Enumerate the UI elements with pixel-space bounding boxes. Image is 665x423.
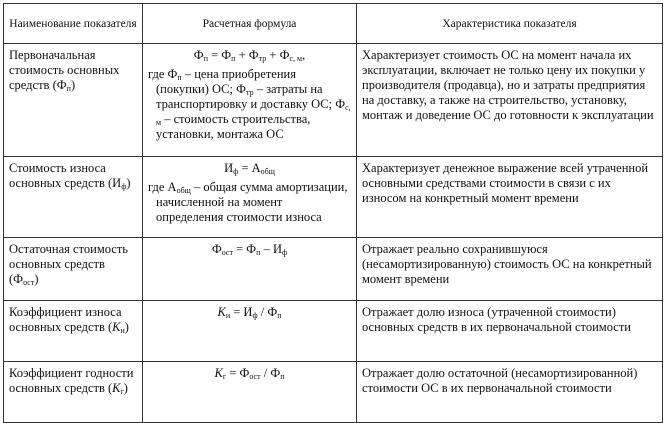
formula-term: Ф	[193, 48, 204, 62]
formula-term: Ф	[267, 305, 278, 319]
formula-sub: ост	[249, 372, 261, 381]
formula-cell	[143, 362, 357, 423]
explanation-sub: с, м	[156, 103, 351, 127]
formula-cell	[143, 44, 357, 157]
formula-sub: ф	[252, 311, 258, 320]
formula-cell	[143, 157, 357, 238]
header-name: Наименование показателя	[4, 4, 143, 44]
formula-op: =	[207, 48, 222, 62]
formula	[148, 161, 351, 176]
formula-term: И	[272, 242, 282, 256]
formula-sub: ф	[233, 167, 239, 176]
formula-term: K	[214, 366, 223, 380]
explanation-sub: тр	[245, 88, 254, 97]
characteristic-cell: Отражает долю износа (утраченной стоимости) основных средств в их первоначальной стоимости	[357, 301, 663, 362]
formula-op: ,	[302, 48, 306, 62]
indicator-name-cell: Первоначальная стоимость основных средств $(Ф_п)$	[4, 44, 143, 157]
indicator-symbol: K	[112, 381, 121, 395]
indicator-symbol: K	[112, 320, 121, 334]
formula-term: И	[224, 161, 234, 175]
formula-sub: ф	[281, 248, 288, 257]
formula-explanation	[148, 180, 351, 225]
formula-sub: п	[203, 54, 208, 63]
formula-term: Ф	[221, 48, 232, 62]
table-row	[4, 301, 663, 362]
formula-term: Ф	[211, 242, 222, 256]
formula	[148, 48, 351, 63]
indicators-table	[3, 3, 663, 423]
formula-sub: общ	[260, 167, 275, 176]
header-characteristic: Характеристика показателя	[357, 4, 663, 44]
formula-term: Ф	[239, 366, 250, 380]
indicator-symbol-sub: ост	[23, 278, 35, 287]
formula-sub: тр	[258, 54, 267, 63]
indicator-symbol: Ф	[13, 272, 24, 286]
formula-sub: с, м	[289, 54, 303, 63]
formula-term: Ф	[279, 48, 290, 62]
explanation-text: – общая сумма амортизации, начисленной на момент определения стоимости износа	[156, 180, 348, 224]
explanation-text: где А	[148, 180, 177, 194]
explanation-text: где Ф	[148, 67, 178, 81]
indicator-name-cell: Коэффициент износа основных средств $(K_и)$	[4, 301, 143, 362]
explanation-sub: п	[177, 73, 182, 82]
formula-sub: ост	[221, 248, 233, 257]
indicator-symbol-sub: ф	[121, 182, 127, 191]
indicator-name-cell: Стоимость износа основных средств $(И_ф)$	[4, 157, 143, 238]
indicator-symbol-sub: и	[120, 326, 125, 335]
indicator-symbol-sub: г	[120, 387, 124, 396]
characteristic-cell: Отражает долю остаточной (несамортизированной) стоимости ОС в их первоначальной стоимости	[357, 362, 663, 423]
formula-op: =	[226, 366, 240, 380]
indicator-name: Остаточная стоимость основных средств	[9, 242, 129, 271]
formula-term: А	[251, 161, 261, 175]
formula-op: /	[260, 366, 271, 380]
explanation-text: – затраты на транспортировку и доставку ОС; Ф	[156, 82, 346, 111]
header-row	[4, 4, 663, 44]
indicator-symbol: И	[112, 176, 122, 190]
formula-op: /	[257, 305, 268, 319]
indicator-name: Коэффициент годности основных средств	[9, 366, 134, 395]
formula-term: K	[217, 305, 226, 319]
table-row	[4, 238, 663, 301]
formula-op: =	[232, 242, 247, 256]
formula-op: +	[266, 48, 280, 62]
characteristic-cell: Характеризует денежное выражение всей утраченной основными средствами стоимости в связи с их износом на конкретный момент времени	[357, 157, 663, 238]
formula-sub: п	[280, 372, 285, 381]
formula-sub: г	[222, 372, 227, 381]
formula-term: Ф	[270, 366, 281, 380]
indicator-name: Стоимость износа основных средств	[9, 161, 106, 190]
indicator-name-cell: Коэффициент годности основных средств $(K_г)$	[4, 362, 143, 423]
formula	[148, 242, 351, 257]
table-row	[4, 362, 663, 423]
indicator-symbol: Ф	[56, 78, 67, 92]
indicator-name: Коэффициент износа основных средств	[9, 305, 122, 334]
characteristic-cell: Характеризует стоимость ОС на момент начала их эксплуатации, включает не только цену их покупки у производителя (продавца), но и затраты предприятия на доставку, а также на строительство, установку, монтаж и доведение ОС до готовности к эксплуатации	[357, 44, 663, 157]
indicator-name: Первоначальная стоимость основных средств	[9, 48, 120, 92]
formula-sub: п	[256, 248, 261, 257]
formula-sub: и	[225, 311, 231, 320]
formula-cell	[143, 301, 357, 362]
formula-cell	[143, 238, 357, 301]
formula-term: Ф	[246, 242, 257, 256]
formula-term: И	[243, 305, 253, 319]
formula-sub: п	[277, 311, 282, 320]
formula-op: +	[235, 48, 249, 62]
formula-op: =	[238, 161, 252, 175]
indicator-name-cell: Остаточная стоимость основных средств $(Ф_{ост})$	[4, 238, 143, 301]
explanation-text: – цена приобретения (покупки) ОС; Ф	[156, 67, 296, 96]
formula	[148, 305, 351, 320]
table-row	[4, 157, 663, 238]
table-row	[4, 44, 663, 157]
formula-op: –	[260, 242, 273, 256]
header-formula: Расчетная формула	[143, 4, 357, 44]
formula-sub: п	[231, 54, 236, 63]
explanation-text: – стоимость строительства, установки, монтажа ОС	[156, 112, 311, 141]
explanation-sub: общ	[176, 186, 191, 195]
indicator-symbol-sub: п	[66, 84, 71, 93]
characteristic-cell: Отражает реально сохранившуюся (несамортизированную) стоимость ОС на конкретный момент времени	[357, 238, 663, 301]
formula-explanation	[148, 67, 351, 142]
formula-term: Ф	[248, 48, 259, 62]
formula-op: =	[230, 305, 244, 319]
formula	[148, 366, 351, 381]
